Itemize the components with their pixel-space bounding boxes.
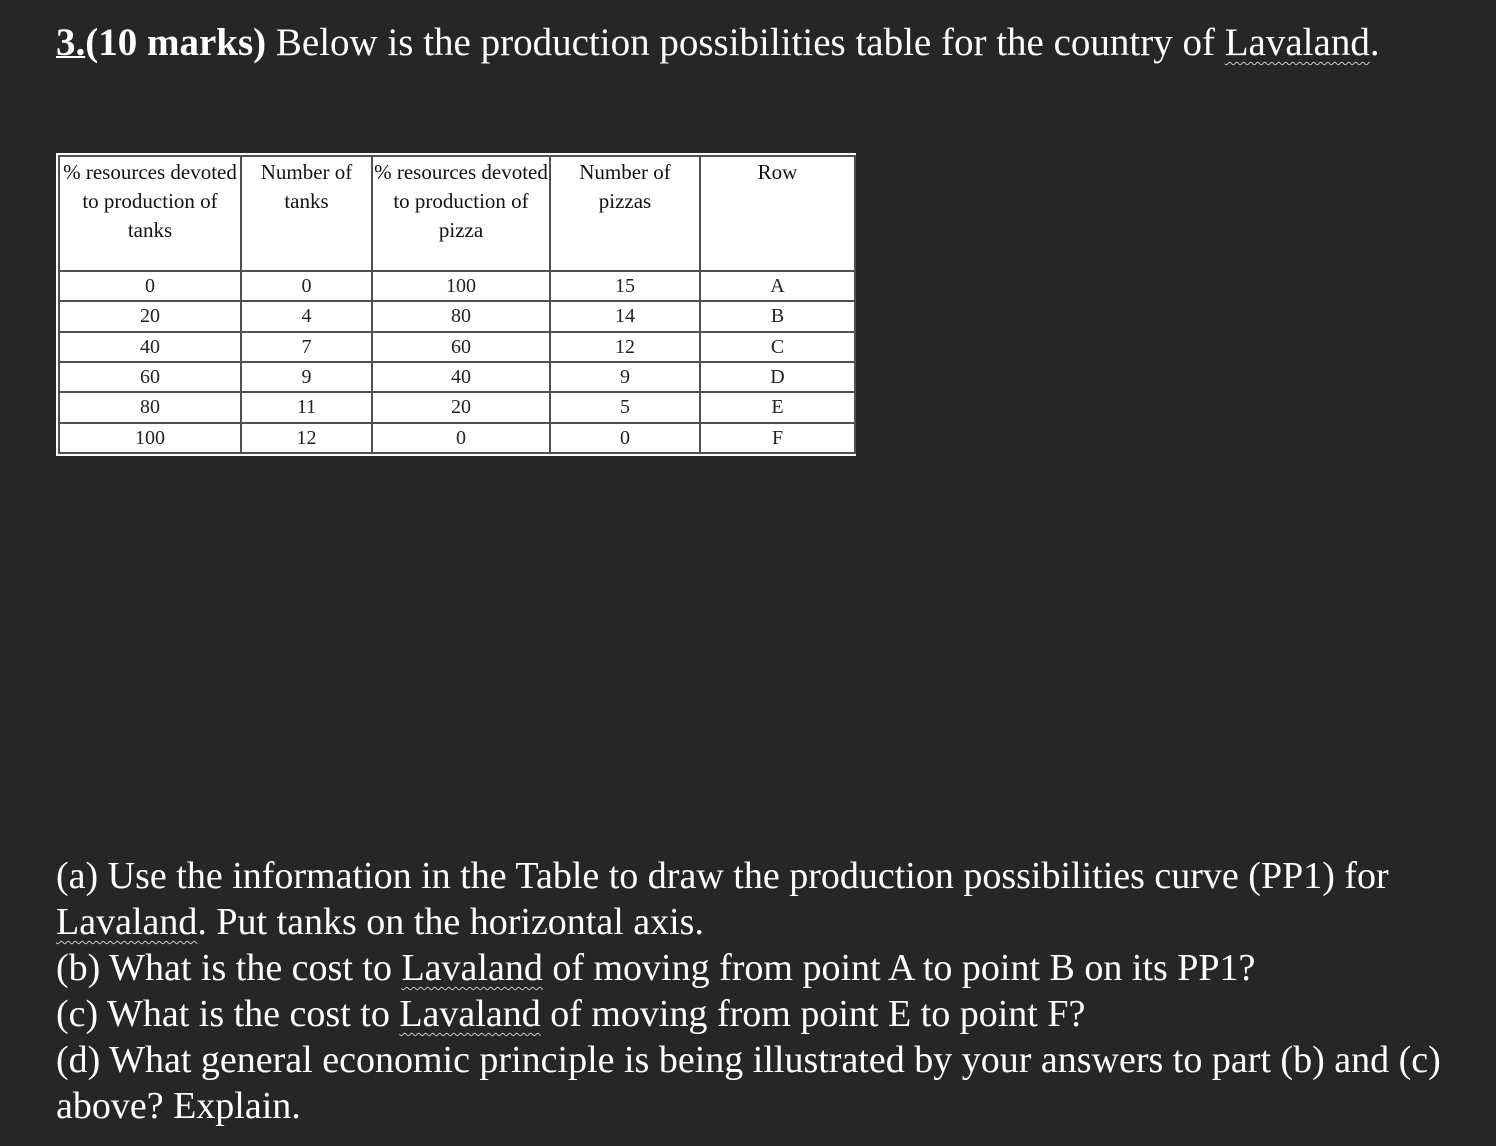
cell-pct-pizza: 60 xyxy=(372,332,550,362)
cell-num-pizzas: 0 xyxy=(550,423,700,453)
cell-pct-pizza: 80 xyxy=(372,301,550,331)
header-pct-tanks: % resources devoted to production of tanks xyxy=(59,156,241,271)
cell-num-pizzas: 14 xyxy=(550,301,700,331)
part-a-text: (a) Use the information in the Table to draw the production possibilities curve (PP1) for xyxy=(56,855,1389,897)
table-row xyxy=(59,301,855,331)
question-heading xyxy=(56,18,1380,68)
cell-num-tanks: 12 xyxy=(241,423,372,453)
question-intro: Below is the production possibilities table for the country of xyxy=(266,21,1225,64)
table-row xyxy=(59,423,855,453)
production-possibilities-table xyxy=(58,155,856,454)
part-b-text-end: of moving from point A to point B on its PP1? xyxy=(542,947,1256,989)
part-a-text-end: . Put tanks on the horizontal axis. xyxy=(197,901,704,943)
part-b-country: Lavaland xyxy=(401,947,543,989)
header-pct-pizza: % resources devoted to production of pizza xyxy=(372,156,550,271)
country-name: Lavaland xyxy=(1224,21,1370,64)
cell-pct-tanks: 80 xyxy=(59,392,241,422)
cell-pct-pizza: 20 xyxy=(372,392,550,422)
table-row xyxy=(59,332,855,362)
cell-num-tanks: 0 xyxy=(241,271,372,301)
question-parts xyxy=(56,853,1476,1129)
cell-pct-tanks: 60 xyxy=(59,362,241,392)
cell-num-pizzas: 5 xyxy=(550,392,700,422)
header-row: Row xyxy=(700,156,855,271)
cell-num-tanks: 7 xyxy=(241,332,372,362)
table-row xyxy=(59,392,855,422)
question-number: 3. xyxy=(56,21,86,64)
heading-period: . xyxy=(1369,21,1380,64)
part-b-text: (b) What is the cost to xyxy=(56,947,402,989)
part-c xyxy=(56,991,1476,1037)
question-marks: (10 marks) xyxy=(85,21,267,64)
cell-pct-tanks: 20 xyxy=(59,301,241,331)
part-c-text-end: of moving from point E to point F? xyxy=(540,993,1086,1035)
header-num-pizzas: Number of pizzas xyxy=(550,156,700,271)
cell-num-tanks: 11 xyxy=(241,392,372,422)
part-c-country: Lavaland xyxy=(399,993,541,1035)
cell-pct-tanks: 0 xyxy=(59,271,241,301)
cell-num-tanks: 9 xyxy=(241,362,372,392)
table-row xyxy=(59,362,855,392)
table-row xyxy=(59,271,855,301)
cell-num-pizzas: 9 xyxy=(550,362,700,392)
table-header-row xyxy=(59,156,855,271)
cell-num-pizzas: 15 xyxy=(550,271,700,301)
cell-row: C xyxy=(700,332,855,362)
part-b xyxy=(56,945,1476,991)
cell-num-tanks: 4 xyxy=(241,301,372,331)
cell-pct-pizza: 40 xyxy=(372,362,550,392)
part-a-country: Lavaland xyxy=(56,901,198,943)
cell-pct-pizza: 100 xyxy=(372,271,550,301)
production-table-image xyxy=(56,153,856,456)
part-a xyxy=(56,853,1476,945)
part-d: (d) What general economic principle is being illustrated by your answers to part (b) and (c) above? Explain. xyxy=(56,1039,1441,1127)
cell-pct-pizza: 0 xyxy=(372,423,550,453)
header-num-tanks: Number of tanks xyxy=(241,156,372,271)
cell-row: B xyxy=(700,301,855,331)
cell-row: A xyxy=(700,271,855,301)
cell-pct-tanks: 40 xyxy=(59,332,241,362)
cell-pct-tanks: 100 xyxy=(59,423,241,453)
part-c-text: (c) What is the cost to xyxy=(56,993,400,1035)
cell-row: E xyxy=(700,392,855,422)
cell-num-pizzas: 12 xyxy=(550,332,700,362)
cell-row: F xyxy=(700,423,855,453)
cell-row: D xyxy=(700,362,855,392)
